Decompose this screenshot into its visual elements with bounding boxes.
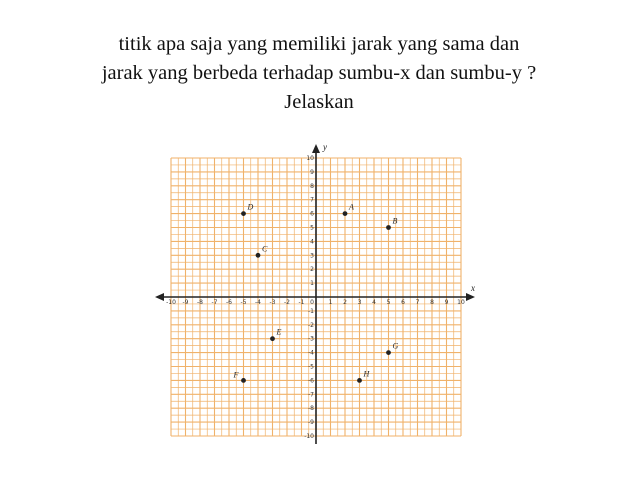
point-marker bbox=[357, 378, 362, 383]
y-tick-label: 2 bbox=[310, 266, 314, 274]
x-tick-label: 4 bbox=[372, 299, 376, 306]
x-tick-label: 9 bbox=[444, 299, 449, 306]
y-tick-label: -9 bbox=[308, 419, 314, 427]
y-tick-label: -10 bbox=[304, 433, 314, 440]
x-tick-label: 10 bbox=[457, 299, 465, 306]
y-tick-label: -7 bbox=[308, 391, 314, 399]
point-label: E bbox=[276, 327, 282, 337]
y-tick-label: -8 bbox=[308, 405, 314, 413]
point-label: F bbox=[233, 370, 239, 380]
x-tick-label: -1 bbox=[298, 299, 305, 306]
x-tick-label: -5 bbox=[240, 299, 247, 306]
point-marker bbox=[386, 225, 391, 230]
point-label: H bbox=[363, 369, 370, 379]
x-tick-label: -6 bbox=[226, 299, 232, 306]
x-tick-label: 5 bbox=[386, 299, 391, 306]
x-tick-label: 8 bbox=[430, 299, 434, 306]
x-axis-arrow-left bbox=[155, 293, 164, 301]
point-marker bbox=[241, 211, 246, 216]
question-line-1: titik apa saja yang memiliki jarak yang sama dan bbox=[118, 33, 520, 55]
question-line-3: Jelaskan bbox=[284, 91, 354, 113]
y-tick-label: 1 bbox=[310, 280, 314, 288]
point-label: D bbox=[247, 202, 254, 212]
x-tick-label: -10 bbox=[166, 299, 176, 306]
y-tick-label: 5 bbox=[310, 224, 314, 232]
x-tick-label: -2 bbox=[284, 299, 290, 306]
y-axis-label: y bbox=[323, 142, 327, 152]
x-tick-label: -7 bbox=[211, 299, 218, 306]
x-axis-arrow-right bbox=[466, 293, 475, 301]
y-tick-label: 9 bbox=[310, 168, 314, 176]
y-tick-label: 8 bbox=[310, 182, 314, 190]
point-label: G bbox=[392, 341, 399, 351]
x-tick-label: 2 bbox=[343, 299, 347, 306]
y-tick-label: 4 bbox=[310, 238, 314, 246]
point-label: C bbox=[262, 244, 268, 254]
x-tick-label: -9 bbox=[182, 299, 189, 306]
point-marker bbox=[241, 378, 246, 383]
x-tick-label: 6 bbox=[401, 299, 405, 306]
y-axis-arrow-up bbox=[312, 144, 320, 153]
x-tick-label: 7 bbox=[415, 299, 420, 306]
y-tick-label: -6 bbox=[308, 377, 314, 385]
point-marker bbox=[256, 253, 261, 258]
y-tick-label: 7 bbox=[310, 196, 314, 204]
y-tick-label: 10 bbox=[306, 155, 314, 162]
origin-label: 0 bbox=[310, 299, 314, 306]
point-marker bbox=[270, 336, 275, 341]
y-tick-label: -2 bbox=[308, 321, 314, 329]
point-marker bbox=[343, 211, 348, 216]
y-tick-label: 6 bbox=[310, 210, 314, 218]
y-tick-label: -1 bbox=[308, 307, 314, 315]
point-marker bbox=[386, 350, 391, 355]
y-tick-label: -3 bbox=[308, 335, 314, 343]
x-tick-label: -3 bbox=[269, 299, 276, 306]
axes bbox=[155, 142, 475, 444]
point-label: B bbox=[392, 216, 398, 226]
y-tick-label: -4 bbox=[308, 349, 314, 357]
x-axis-label: x bbox=[471, 283, 475, 293]
question-line-2: jarak yang berbeda terhadap sumbu-x dan sumbu-y ? bbox=[101, 62, 537, 84]
y-tick-label: -5 bbox=[308, 363, 314, 371]
y-tick-label: 3 bbox=[310, 252, 314, 260]
x-tick-label: -8 bbox=[197, 299, 203, 306]
x-tick-label: 1 bbox=[328, 299, 333, 306]
x-tick-label: 3 bbox=[357, 299, 362, 306]
x-tick-label: -4 bbox=[255, 299, 261, 306]
point-label: A bbox=[349, 202, 354, 212]
